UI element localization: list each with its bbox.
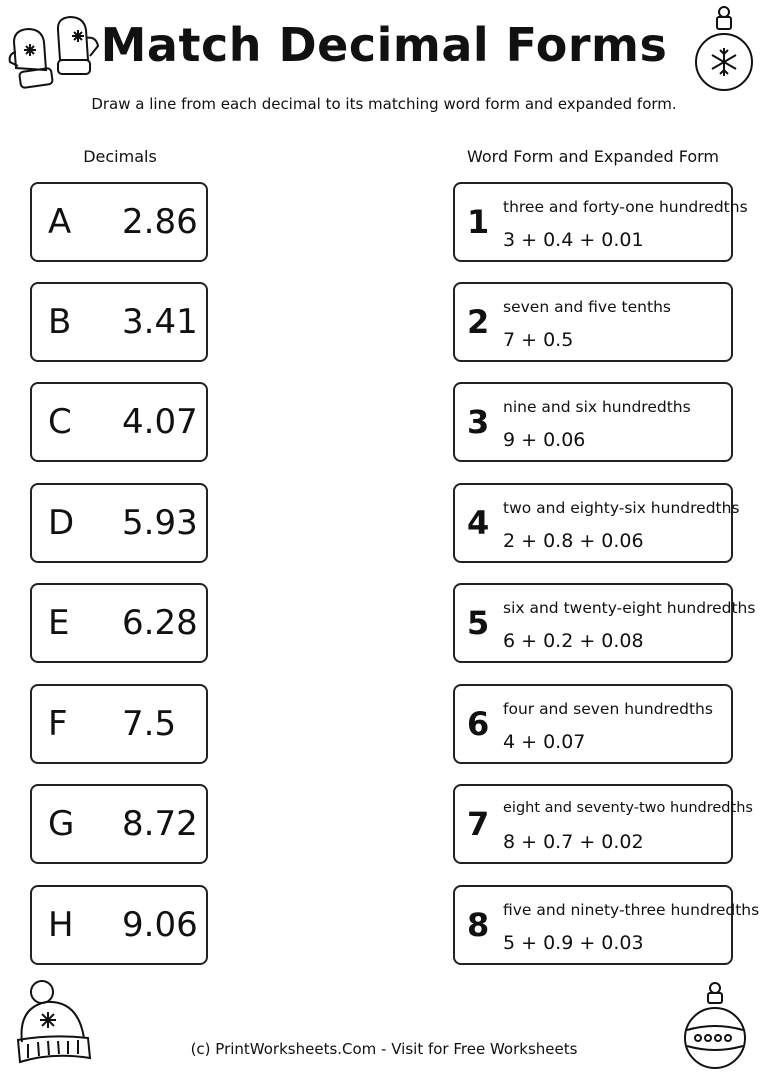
decimal-value: 2.86	[122, 202, 198, 242]
expanded-form-text: 5 + 0.9 + 0.03	[503, 932, 644, 954]
word-form-number: 2	[467, 303, 490, 341]
word-form-card-6[interactable]	[453, 684, 733, 764]
decimal-card-c[interactable]	[30, 382, 208, 462]
word-form-number: 4	[467, 504, 490, 542]
word-form-number: 6	[467, 705, 490, 743]
decimal-letter: A	[48, 202, 72, 242]
word-form-card-2[interactable]	[453, 282, 733, 362]
decimal-value: 8.72	[122, 804, 198, 844]
word-form-text: three and forty-one hundredths	[503, 198, 748, 216]
footer-credit: (c) PrintWorksheets.Com - Visit for Free Worksheets	[190, 1040, 578, 1058]
word-form-number: 1	[467, 203, 490, 241]
decimal-value: 4.07	[122, 402, 198, 442]
word-form-card-4[interactable]	[453, 483, 740, 563]
word-form-text: eight and seventy-two hundredths	[503, 800, 753, 816]
word-form-text: nine and six hundredths	[503, 398, 691, 416]
decimal-value: 9.06	[122, 905, 198, 945]
expanded-form-text: 2 + 0.8 + 0.06	[503, 530, 644, 552]
expanded-form-text: 9 + 0.06	[503, 429, 586, 451]
decimal-card-b[interactable]	[30, 282, 208, 362]
expanded-form-text: 8 + 0.7 + 0.02	[503, 831, 644, 853]
word-form-card-8[interactable]	[453, 885, 760, 965]
decimal-card-h[interactable]	[30, 885, 208, 965]
decimal-value: 3.41	[122, 302, 198, 342]
word-form-card-1[interactable]	[453, 182, 748, 262]
expanded-form-text: 4 + 0.07	[503, 731, 586, 753]
expanded-form-text: 3 + 0.4 + 0.01	[503, 229, 644, 251]
decimal-letter: D	[48, 503, 75, 543]
decimals-column-header: Decimals	[83, 147, 157, 166]
word-form-card-7[interactable]	[453, 784, 753, 864]
decimal-letter: H	[48, 905, 74, 945]
word-form-number: 3	[467, 403, 490, 441]
decimal-letter: F	[48, 704, 68, 744]
word-form-number: 8	[467, 906, 490, 944]
page-title: Match Decimal Forms	[100, 18, 668, 72]
word-form-number: 5	[467, 604, 490, 642]
word-form-text: four and seven hundredths	[503, 700, 713, 718]
decimal-value: 6.28	[122, 603, 198, 643]
decimal-card-d[interactable]	[30, 483, 208, 563]
decimal-value: 5.93	[122, 503, 198, 543]
word-form-column-header: Word Form and Expanded Form	[466, 147, 719, 166]
instructions-text: Draw a line from each decimal to its matching word form and expanded form.	[91, 95, 677, 113]
decimal-card-e[interactable]	[30, 583, 208, 663]
decimal-letter: G	[48, 804, 75, 844]
decimal-letter: E	[48, 603, 70, 643]
word-form-text: seven and five tenths	[503, 298, 671, 316]
expanded-form-text: 6 + 0.2 + 0.08	[503, 630, 644, 652]
word-form-text: two and eighty-six hundredths	[503, 499, 740, 517]
word-form-number: 7	[467, 805, 490, 843]
decimal-card-f[interactable]	[30, 684, 208, 764]
expanded-form-text: 7 + 0.5	[503, 329, 574, 351]
decimal-card-g[interactable]	[30, 784, 208, 864]
decimal-letter: C	[48, 402, 72, 442]
decimal-letter: B	[48, 302, 72, 342]
word-form-text: five and ninety-three hundredths	[503, 901, 760, 919]
ornament-dots-icon	[682, 980, 748, 1076]
word-form-card-5[interactable]	[453, 583, 756, 663]
decimal-card-a[interactable]	[30, 182, 208, 262]
word-form-card-3[interactable]	[453, 382, 733, 462]
word-form-text: six and twenty-eight hundredths	[503, 599, 756, 617]
decimal-value: 7.5	[122, 704, 177, 744]
